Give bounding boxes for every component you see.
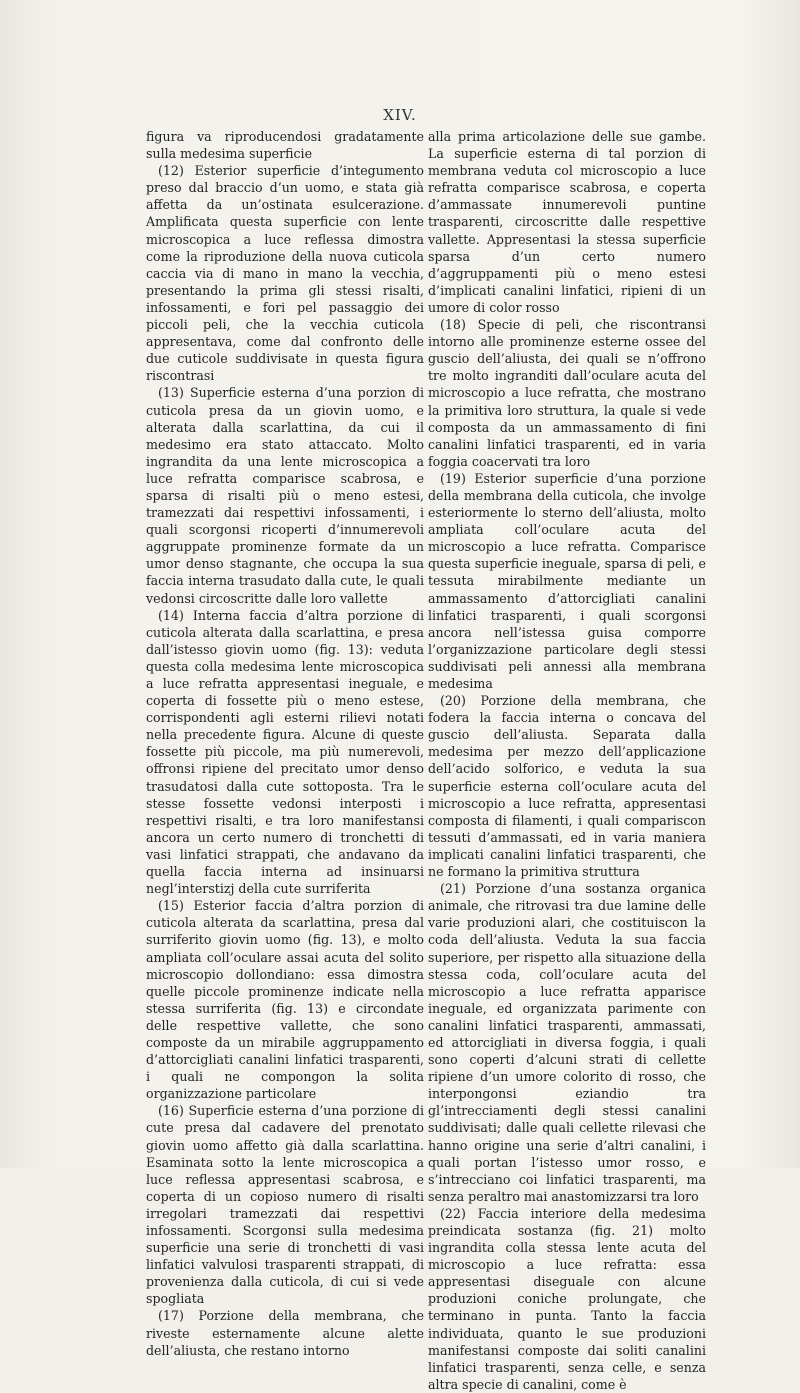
paragraph: (20) Porzione della membrana, che fodera la faccia interna o concava del guscio dell’aliusta. Separata dalla medesima per mezzo dell’applicazione dell’acido solforico, e veduta la sua superficie esterna coll’oculare acuta del microscopio a luce refratta, appresentasi composta di filamenti, i quali compariscon tessuti d’ammassati, ed in varia maniera implicati canalini linfatici trasparenti, che ne formano la primitiva struttura: [428, 693, 706, 880]
paragraph: (17) Porzione della membrana, che riveste esternamente alcune alette dell’aliusta, che restano intorno: [146, 1308, 424, 1358]
paragraph: (16) Superficie esterna d’una porzione di cute presa dal cadavere del prenotato giovin uomo affetto già dalla scarlattina. Esaminata sotto la lente microscopica a luce reflessa appresentasi scabrosa, e coperta di un copioso numero di risalti irregolari tramezzati dai respettivi infossamenti. Scorgonsi sulla medesima superficie una serie di tronchetti di vasi linfatici valvulosi trasparenti strappati, di provenienza dalla cuticola, di cui si vede spogliata: [146, 1103, 424, 1307]
paragraph: (14) Interna faccia d’altra porzione di cuticola alterata dalla scarlattina, e presa dall’istesso giovin uomo (fig. 13): veduta questa colla medesima lente microscopica a luce refratta appresentasi ineguale, e coperta di fossette più o meno estese, corrispondenti agli esterni rilievi notati nella precedente figura. Alcune di queste fossette più piccole, ma più numerevoli, offronsi ripiene del precitato umor denso trasudatosi dalla cute sottoposta. Tra le stesse fossette vedonsi interposti i respettivi risalti, e tra loro manifestansi ancora un certo numero di tronchetti di vasi linfatici strappati, che andavano da quella faccia interna ad insinuarsi negl’interstizj della cute surriferita: [146, 607, 424, 897]
page-number: XIV.: [383, 106, 417, 124]
paragraph: (18) Specie di peli, che riscontransi intorno alle prominenze esterne ossee del guscio dell’aliusta, dei quali se n’offrono tre molto ingranditi dall’oculare acuta del microscopio a luce refratta, che mostrano la primitiva loro struttura, la quale si vede composta da un ammassamento di fini canalini linfatici trasparenti, ed in varia foggia coacervati tra loro: [428, 317, 706, 469]
paragraph: alla prima articolazione delle sue gambe. La superficie esterna di tal porzion di membrana veduta col microscopio a luce refratta comparisce scabrosa, e coperta d’ammassate innumerevoli puntine trasparenti, circoscritte dalle respettive vallette. Appresentasi la stessa superficie sparsa d’un certo numero d’aggruppamenti più o meno estesi d’implicati canalini linfatici, ripieni di un umore di color rosso: [428, 129, 706, 315]
paragraph: (15) Esterior faccia d’altra porzion di cuticola alterata da scarlattina, presa dal surriferito giovin uomo (fig. 13), e molto ampliata coll’oculare assai acuta del solito microscopio dollondiano: essa dimostra quelle piccole prominenze indicate nella stessa surriferita (fig. 13) e circondate delle respettive vallette, che sono composte da un mirabile aggruppamento d’attorcigliati canalini linfatici trasparenti, i quali ne compongon la solita organizzazione particolare: [146, 898, 424, 1102]
paragraph: (19) Esterior superficie d’una porzione della membrana della cuticola, che involge esteriormente lo sterno dell’aliusta, molto ampliata coll’oculare acuta del microscopio a luce refratta. Comparisce questa superficie ineguale, sparsa di peli, e tessuta mirabilmente mediante un ammassamento d’attorcigliati canalini linfatici trasparenti, i quali scorgonsi ancora nell’istessa guisa comporre l’organizzazione particolare degli stessi suddivisati peli annessi alla membrana medesima: [428, 470, 706, 691]
right-column: [428, 128, 706, 1393]
paragraph: (21) Porzione d’una sostanza organica animale, che ritrovasi tra due lamine delle varie produzioni alari, che costituiscon la coda dell’aliusta. Veduta la sua faccia superiore, per rispetto alla situazione della stessa coda, coll’oculare acuta del microscopio a luce refratta apparisce ineguale, ed organizzata parimente con canalini linfatici trasparenti, ammassati, ed attorcigliati in diversa foggia, i quali sono coperti d’alcuni strati di cellette ripiene d’un umore colorito di rosso, che interpongonsi eziandio tra gl’intrecciamenti degli stessi canalini suddivisati; dalle quali cellette rilevasi che hanno origine una serie d’altri canalini, i quali portan l’istesso umor rosso, e s’intrecciano coi linfatici trasparenti, ma senza peraltro mai anastomizzarsi tra loro: [428, 881, 706, 1204]
paragraph: (13) Superficie esterna d’una porzion di cuticola presa da un giovin uomo, e alterata dalla scarlattina, da cui il medesimo era stato attaccato. Molto ingrandita da una lente microscopica a luce refratta comparisce scabrosa, e sparsa di risalti più o meno estesi, tramezzati dai respettivi infossamenti, i quali scorgonsi ricoperti d’innumerevoli aggruppate prominenze formate da un umor denso stagnante, che occupa la sua faccia interna trasudato dalla cute, le quali vedonsi circoscritte dalle loro vallette: [146, 385, 424, 606]
paragraph: figura va riproducendosi gradatamente sulla medesima superficie: [146, 129, 424, 162]
left-column: [146, 128, 424, 1359]
paragraph: (22) Faccia interiore della medesima preindicata sostanza (fig. 21) molto ingrandita colla stessa lente acuta del microscopio a luce refratta: essa appresentasi diseguale con alcune produzioni coniche prolungate, che terminano in punta. Tanto la faccia individuata, quanto le sue produzioni manifestansi composte dai soliti canalini linfatici trasparenti, senza celle, e senza altra specie di canalini, come è: [428, 1205, 706, 1392]
paragraph: (12) Esterior superficie d’integumento preso dal braccio d’un uomo, e stata già affetta da un’ostinata esulcerazione. Amplificata questa superficie con lente microscopica a luce reflessa dimostra come la riproduzione della nuova cuticola caccia via di mano in mano la vecchia, presentando la prima gli stessi risalti, infossamenti, e fori pel passaggio dei piccoli peli, che la vecchia cuticola appresentava, come dal confronto delle due cuticole suddivisate in questa figura riscontrasi: [146, 163, 424, 384]
